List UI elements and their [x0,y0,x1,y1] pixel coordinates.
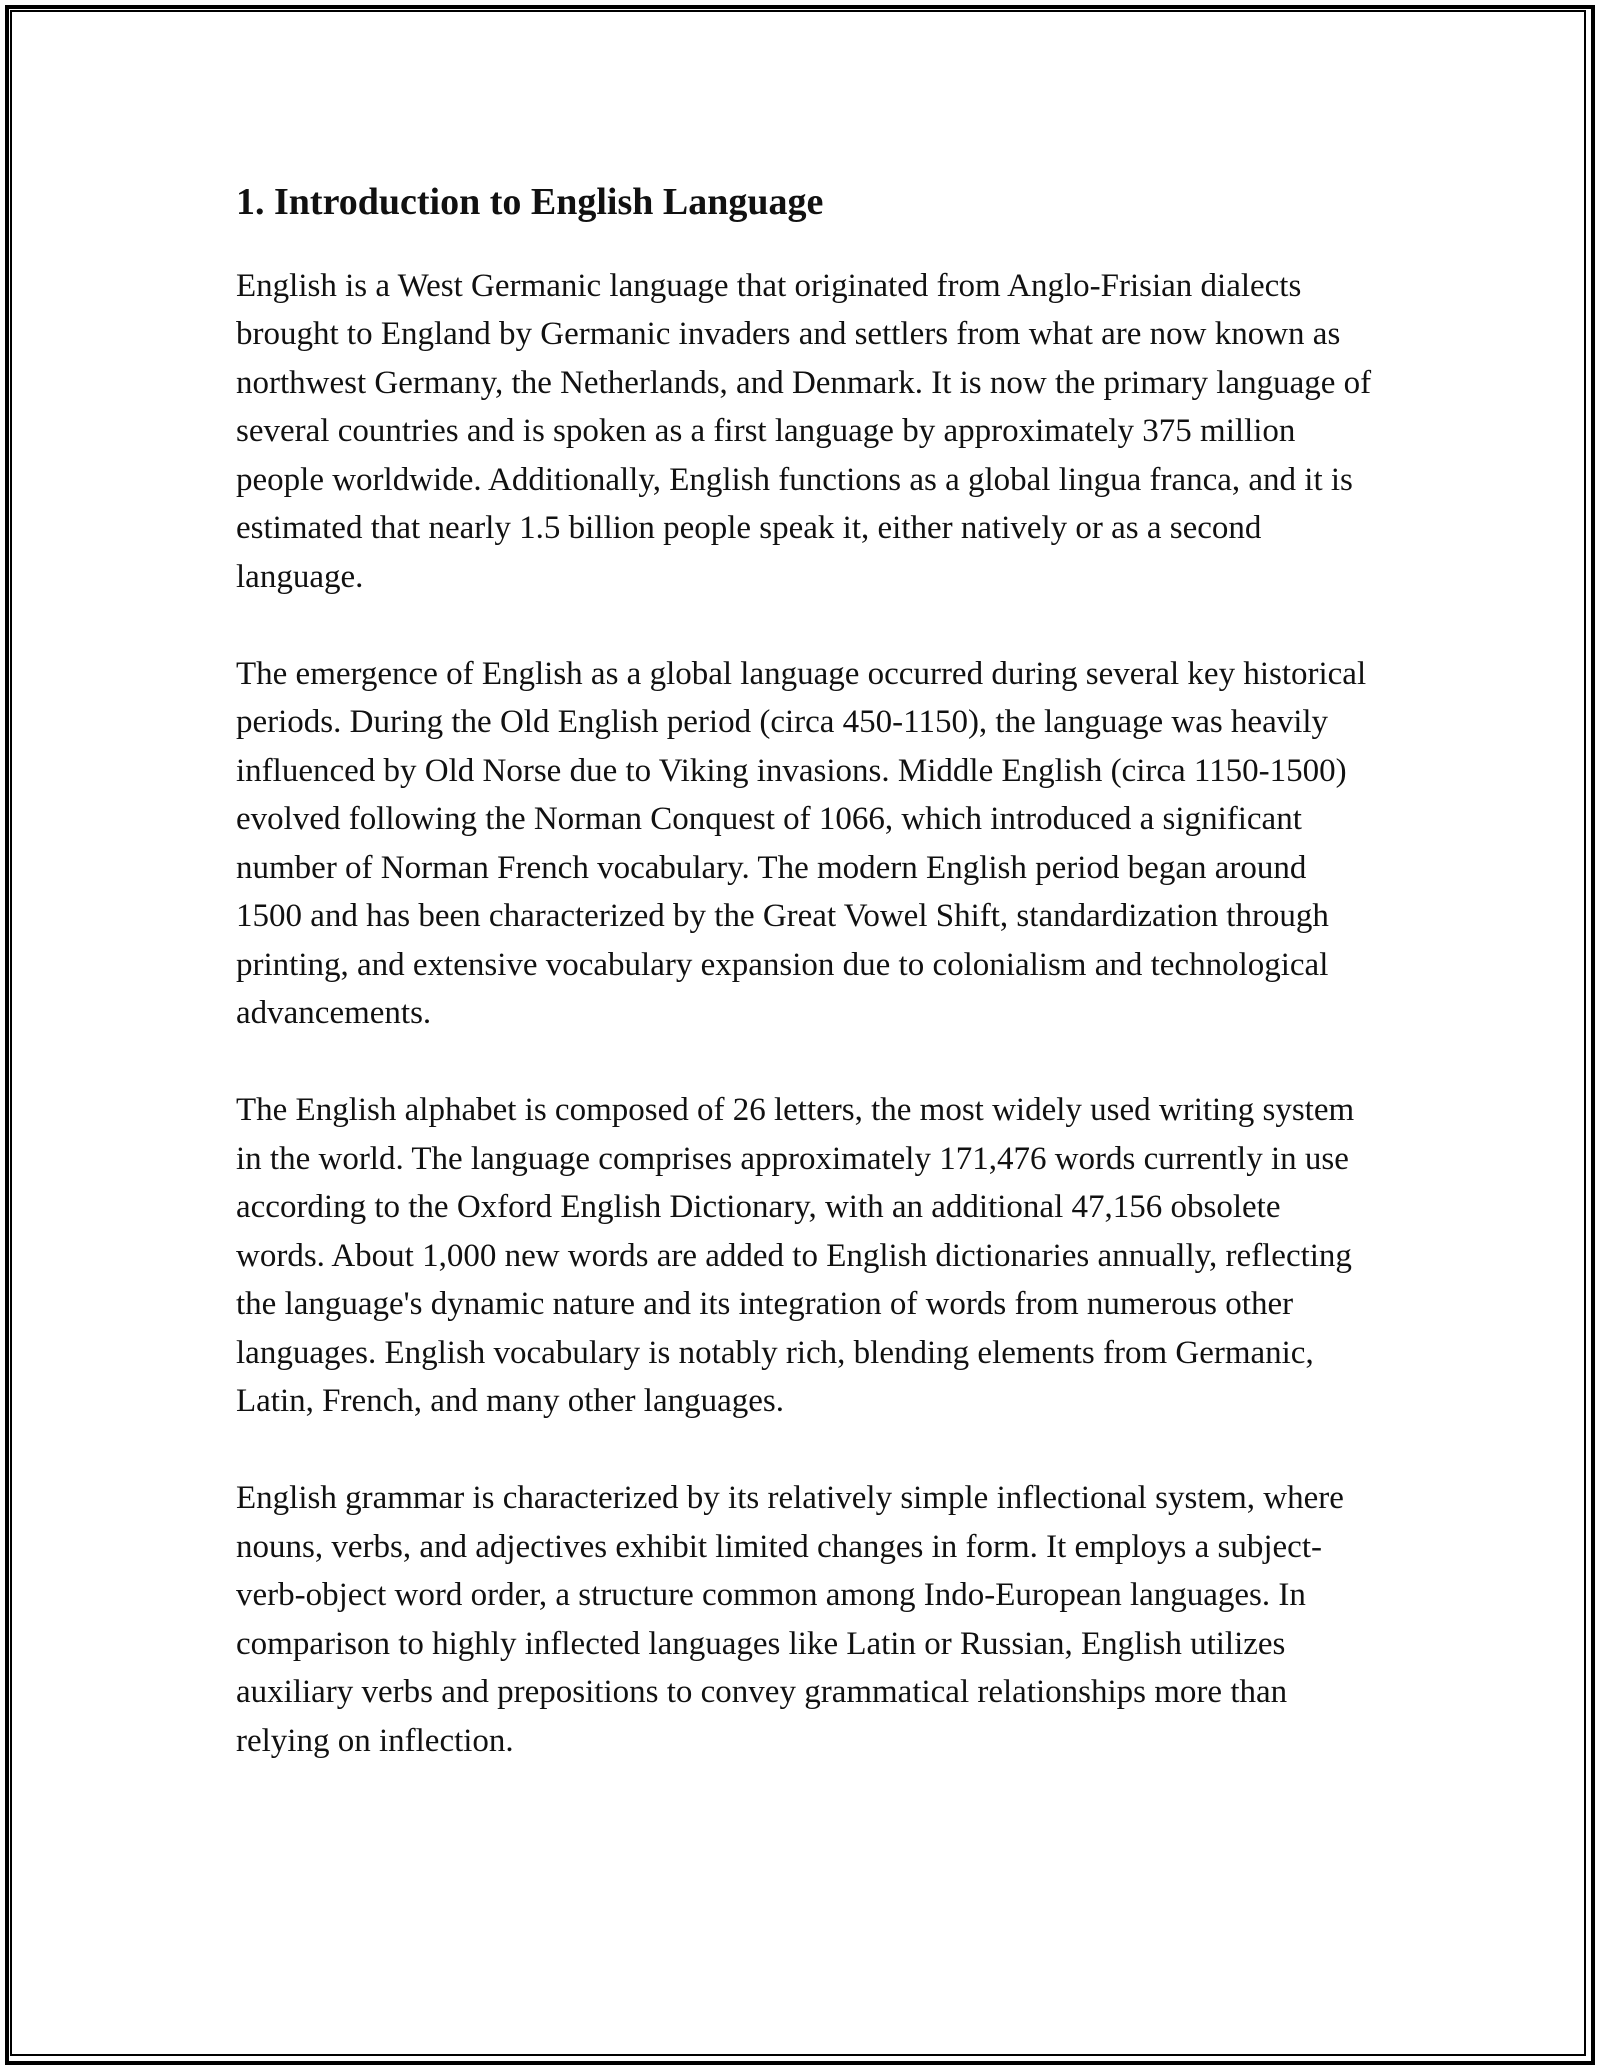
paragraph-1: English is a West Germanic language that originated from Anglo-Frisian dialects brought to England by Germanic invaders and settlers from what are now known as northwest Germany, the Netherlands, and Denmark. It is now the primary language of several countries and is spoken as a first language by approximately 375 million people worldwide. Additionally, English functions as a global lingua franca, and it is estimated that nearly 1.5 billion people speak it, either natively or as a second language. [236,267,1372,595]
paragraph-4: English grammar is characterized by its relatively simple inflectional system, where nouns, verbs, and adjectives exhibit limited changes in form. It employs a subject-verb-object word order, a structure common among Indo-European languages. In comparison to highly inflected languages like Latin or Russian, English utilizes auxiliary verbs and prepositions to convey grammatical relationships more than relying on inflection. [236,1480,1344,1759]
document-body [236,180,1376,1814]
paragraph-3: The English alphabet is composed of 26 letters, the most widely used writing system in the world. The language comprises approximately 171,476 words currently in use according to the Oxford English Dictionary, with an additional 47,156 obsolete words. About 1,000 new words are added to English dictionaries annually, reflecting the language's dynamic nature and its integration of words from numerous other languages. English vocabulary is notably rich, blending elements from Germanic, Latin, French, and many other languages. [236,1092,1355,1420]
paragraph-2: The emergence of English as a global language occurred during several key historical periods. During the Old English period (circa 450-1150), the language was heavily influenced by Old Norse due to Viking invasions. Middle English (circa 1150-1500) evolved following the Norman Conquest of 1066, which introduced a significant number of Norman French vocabulary. The modern English period began around 1500 and has been characterized by the Great Vowel Shift, standardization through printing, and extensive vocabulary expansion due to colonialism and technological advancements. [236,655,1367,1032]
section-heading: 1. Introduction to English Language [236,181,824,223]
